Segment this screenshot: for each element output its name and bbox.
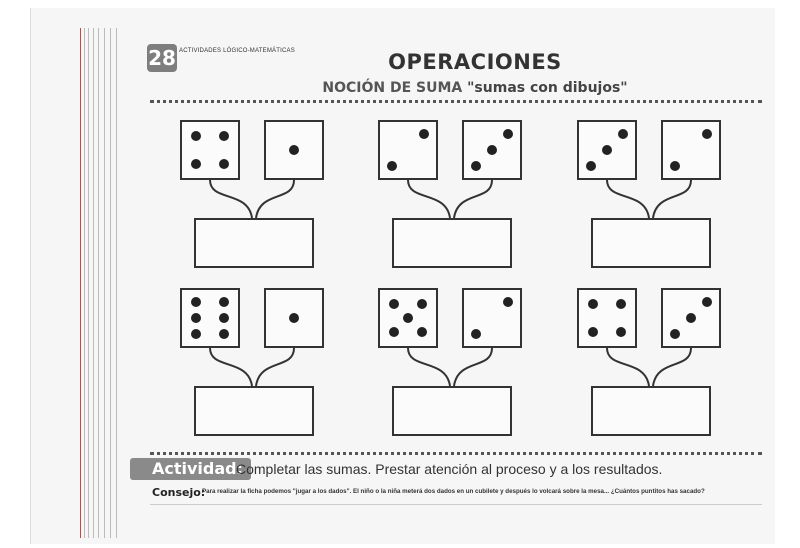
die-face: [378, 288, 438, 348]
answer-box[interactable]: [591, 218, 711, 268]
die-face: [180, 288, 240, 348]
page-edge: [80, 28, 81, 538]
die-pip: [487, 145, 497, 155]
die-face: [577, 288, 637, 348]
die-pip: [503, 129, 513, 139]
die-pip: [670, 329, 680, 339]
die-pip: [289, 313, 299, 323]
die-pip: [588, 299, 598, 309]
page-number: 28: [148, 46, 176, 70]
subject-label: ACTIVIDADES LÓGICO-MATEMÁTICAS: [179, 48, 295, 54]
die-pip: [618, 129, 628, 139]
activity-label: Actividad:: [130, 458, 251, 480]
die-pip: [702, 297, 712, 307]
footer-line: [150, 504, 762, 505]
page-edge: [98, 28, 99, 538]
die-pip: [191, 329, 201, 339]
die-face: [462, 288, 522, 348]
answer-box[interactable]: [194, 386, 314, 436]
die-pip: [702, 129, 712, 139]
page-edge: [116, 28, 117, 538]
dotted-divider: [150, 452, 762, 455]
die-pip: [588, 327, 598, 337]
die-pip: [191, 131, 201, 141]
die-pip: [503, 297, 513, 307]
die-pip: [417, 299, 427, 309]
die-pip: [419, 129, 429, 139]
die-pip: [191, 297, 201, 307]
die-pip: [219, 131, 229, 141]
die-pip: [471, 329, 481, 339]
die-face: [577, 120, 637, 180]
answer-box[interactable]: [392, 386, 512, 436]
die-pip: [686, 313, 696, 323]
die-pip: [191, 159, 201, 169]
die-pip: [219, 297, 229, 307]
die-face: [180, 120, 240, 180]
die-pip: [387, 161, 397, 171]
subtitle-quote: "sumas con dibujos": [467, 80, 628, 96]
die-pip: [616, 327, 626, 337]
die-face: [264, 288, 324, 348]
answer-box[interactable]: [194, 218, 314, 268]
subtitle-main: NOCIÓN DE SUMA: [322, 80, 463, 96]
die-pip: [417, 327, 427, 337]
advice-label: Consejo:: [152, 486, 206, 499]
die-pip: [219, 329, 229, 339]
die-pip: [403, 313, 413, 323]
answer-box[interactable]: [591, 386, 711, 436]
die-pip: [471, 161, 481, 171]
page-edge: [104, 28, 105, 538]
die-pip: [191, 313, 201, 323]
die-face: [661, 288, 721, 348]
activity-text: Completar las sumas. Prestar atención al proceso y a los resultados.: [236, 461, 663, 477]
advice-text: Para realizar la ficha podemos "jugar a los dados". El niño o la niña meterá dos dados en un cubilete y después lo volcará sobre la mesa... ¿Cuántos puntitos has sacado?: [202, 488, 705, 495]
page-edge: [93, 28, 94, 538]
die-pip: [389, 299, 399, 309]
page-edge: [110, 28, 111, 538]
die-face: [661, 120, 721, 180]
die-pip: [616, 299, 626, 309]
die-pip: [586, 161, 596, 171]
page-title: OPERACIONES: [388, 50, 562, 74]
die-pip: [389, 327, 399, 337]
die-pip: [289, 145, 299, 155]
page-subtitle: [290, 80, 660, 96]
die-face: [264, 120, 324, 180]
die-pip: [219, 159, 229, 169]
page-edge: [88, 28, 89, 538]
die-pip: [602, 145, 612, 155]
die-face: [462, 120, 522, 180]
die-pip: [670, 161, 680, 171]
dotted-divider: [150, 100, 762, 103]
die-face: [378, 120, 438, 180]
die-pip: [219, 313, 229, 323]
answer-box[interactable]: [392, 218, 512, 268]
page-edge: [84, 28, 85, 538]
